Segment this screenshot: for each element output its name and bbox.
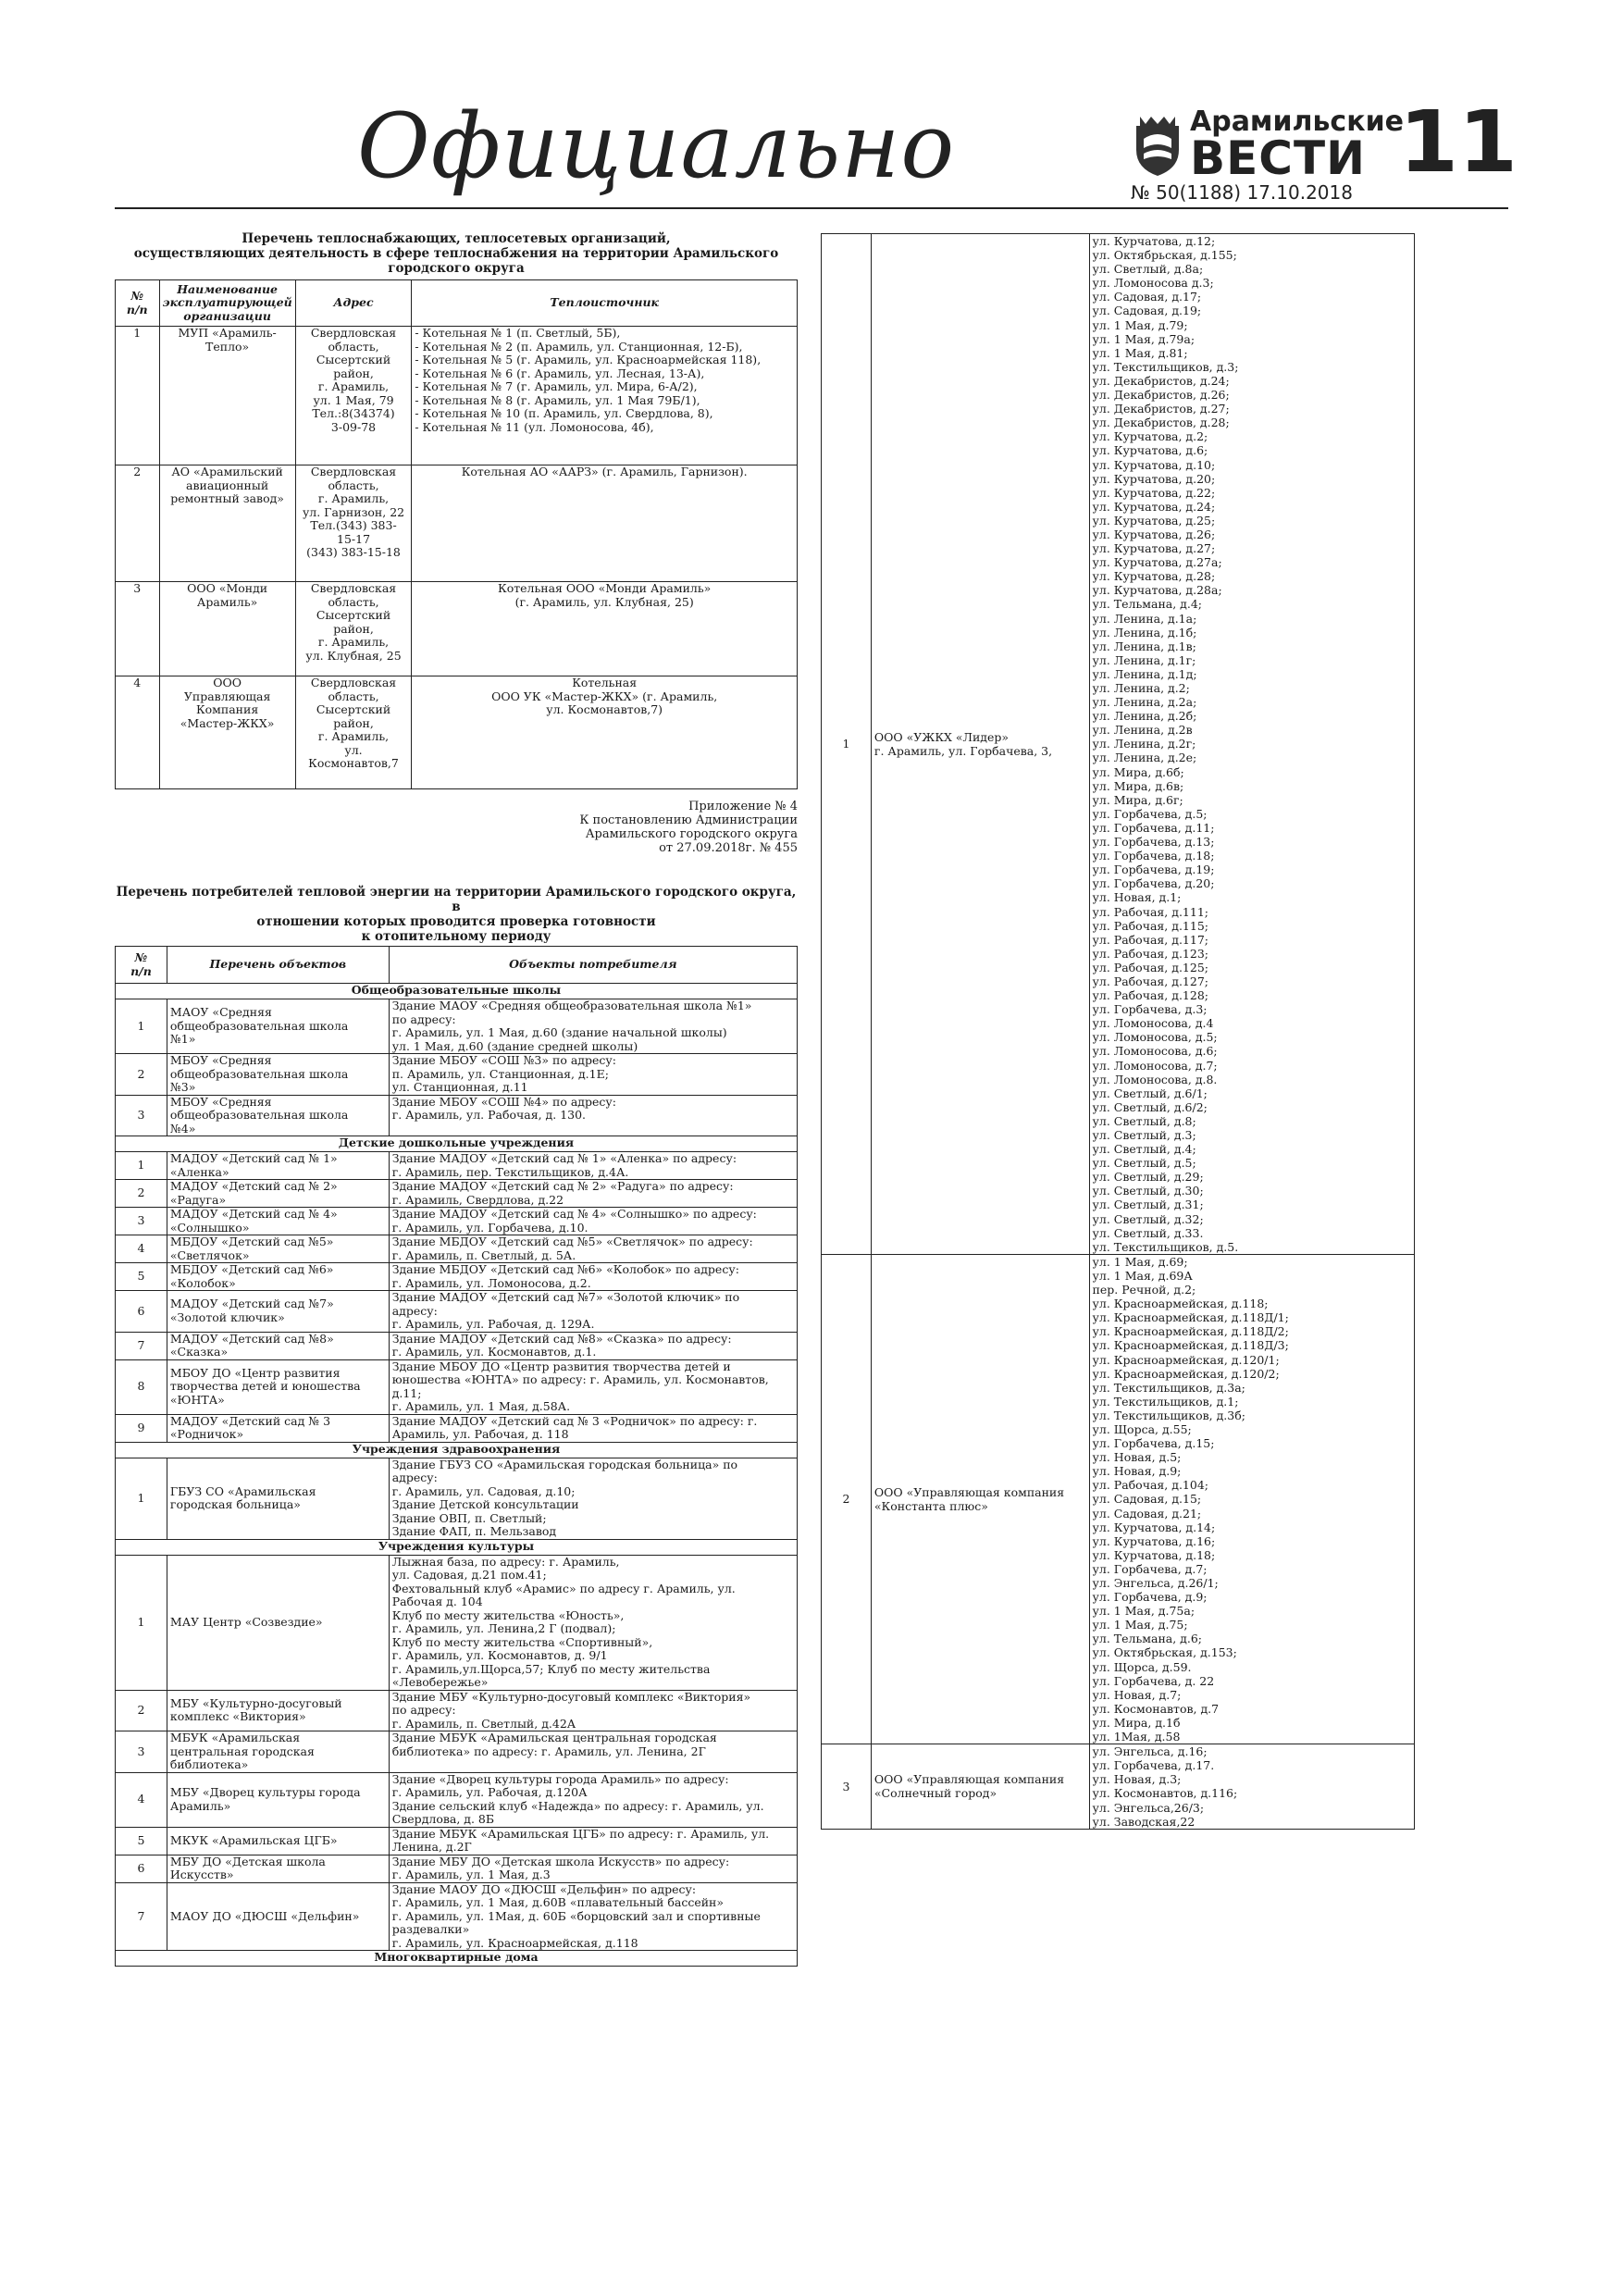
consumer-num: 8	[116, 1359, 167, 1414]
consumer-details: Здание МБДОУ «Детский сад №6» «Колобок» по адресу: г. Арамиль, ул. Ломоносова, д.2.	[389, 1263, 797, 1291]
consumer-object: МКУК «Арамильская ЦГБ»	[167, 1827, 389, 1855]
col-header-objects: Перечень объектов	[167, 947, 389, 984]
section-header-row	[116, 1136, 798, 1152]
consumer-num: 3	[116, 1095, 167, 1136]
housing-row	[822, 234, 1415, 1255]
consumer-object: МАОУ «Средняя общеобразовательная школа №1»	[167, 999, 389, 1054]
consumer-object: МАДОУ «Детский сад № 3 «Родничок»	[167, 1414, 389, 1442]
consumer-object: ГБУЗ СО «Арамильская городская больница»	[167, 1458, 389, 1539]
housing-org: ООО «Управляющая компания «Солнечный город»	[871, 1744, 1089, 1830]
section-header-row	[116, 1442, 798, 1458]
col-header-consumer-objects: Объекты потребителя	[389, 947, 797, 984]
consumer-details: Здание ГБУЗ СО «Арамильская городская больница» по адресу: г. Арамиль, ул. Садовая, д.10; Здание Детской консультации Здание ОВП, п. Светлый; Здание ФАП, п. Мельзавод	[389, 1458, 797, 1539]
consumer-details: Здание МБУ ДО «Детская школа Искусств» по адресу: г. Арамиль, ул. 1 Мая, д.3	[389, 1855, 797, 1882]
supplier-row	[116, 465, 798, 582]
consumer-row	[116, 999, 798, 1054]
consumer-num: 2	[116, 1180, 167, 1208]
consumer-num: 1	[116, 1152, 167, 1180]
supplier-address: Свердловская область, г. Арамиль, ул. Гарнизон, 22 Тел.(343) 383- 15-17 (343) 383-15-18	[295, 465, 412, 582]
consumers-title: Перечень потребителей тепловой энергии на территории Арамильского городского округа, в отношении которых проводится проверка готовности к отопительному периоду	[116, 885, 797, 944]
housing-num: 3	[822, 1744, 872, 1830]
section-header-row	[116, 984, 798, 999]
consumer-object: МБОУ «Средняя общеобразовательная школа №4»	[167, 1095, 389, 1136]
consumer-object: МАДОУ «Детский сад № 1» «Аленка»	[167, 1152, 389, 1180]
consumer-details: Здание МАДОУ «Детский сад №8» «Сказка» по адресу: г. Арамиль, ул. Космонавтов, д.1.	[389, 1332, 797, 1359]
appendix-line: К постановлению Администрации	[579, 813, 798, 827]
consumer-details: Здание МБУК «Арамильская ЦГБ» по адресу: г. Арамиль, ул. Ленина, д.2Г	[389, 1827, 797, 1855]
masthead-main-word: ВЕСТИ	[1190, 131, 1366, 185]
consumer-num: 2	[116, 1690, 167, 1731]
supplier-num: 4	[116, 676, 160, 789]
consumer-row	[116, 1772, 798, 1827]
consumer-num: 7	[116, 1882, 167, 1951]
consumer-row	[116, 1263, 798, 1291]
appendix-line: Приложение № 4	[688, 800, 798, 813]
consumer-row	[116, 1291, 798, 1333]
appendix-note	[518, 800, 798, 855]
supplier-org: АО «Арамильский авиационный ремонтный завод»	[159, 465, 295, 582]
consumer-details: Здание МБУК «Арамильская центральная городская библиотека» по адресу: г. Арамиль, ул. Ленина, 2Г	[389, 1731, 797, 1773]
section-header-row	[116, 1539, 798, 1555]
consumer-details: Здание МАДОУ «Детский сад № 2» «Радуга» по адресу: г. Арамиль, Свердлова, д.22	[389, 1180, 797, 1208]
housing-org: ООО «УЖКХ «Лидер» г. Арамиль, ул. Горбачева, 3,	[871, 234, 1089, 1255]
consumer-details: Здание МБОУ «СОШ №4» по адресу: г. Арамиль, ул. Рабочая, д. 130.	[389, 1095, 797, 1136]
supplier-org: ООО «Монди Арамиль»	[159, 582, 295, 676]
consumer-num: 3	[116, 1208, 167, 1235]
suppliers-title: Перечень теплоснабжающих, теплосетевых организаций, осуществляющих деятельность в сфере теплоснабжения на территории Арамильского городского округа	[133, 231, 779, 276]
consumer-num: 9	[116, 1414, 167, 1442]
page-number: 11	[1399, 93, 1518, 192]
housing-addresses: ул. Энгельса, д.16; ул. Горбачева, д.17. ул. Новая, д.3; ул. Космонавтов, д.116; ул. Энгельса,26/3; ул. Заводская,22	[1089, 1744, 1414, 1830]
supplier-num: 2	[116, 465, 160, 582]
appendix-line: от 27.09.2018г. № 455	[659, 841, 798, 855]
consumer-num: 6	[116, 1291, 167, 1333]
housing-addresses: ул. 1 Мая, д.69; ул. 1 Мая, д.69А пер. Речной, д.2; ул. Красноармейская, д.118; ул. Красноармейская, д.118Д/1; ул. Красноармейская, д.118Д/2; ул. Красноармейская, д.118Д/3; ул. Красноармейская, д.120/1; ул. Красноармейская, д.120/2; ул. Текстильщиков, д.3а; ул. Текстильщиков, д.1; ул. Текстильщиков, д.3б; ул. Щорса, д.55; ул. Горбачева, д.15; ул. Новая, д.5; ул. Новая, д.9; ул. Рабочая, д.104; ул. Садовая, д.15; ул. Садовая, д.21; ул. Курчатова, д.14; ул. Курчатова, д.16; ул. Курчатова, д.18; ул. Горбачева, д.7; ул. Энгельса, д.26/1; ул. Горбачева, д.9; ул. 1 Мая, д.75а; ул. 1 Мая, д.75; ул. Тельмана, д.6; ул. Октябрьская, д.153; ул. Щорса, д.59. ул. Горбачева, д. 22 ул. Новая, д.7; ул. Космонавтов, д.7 ул. Мира, д.1б ул. 1Мая, д.58	[1089, 1254, 1414, 1744]
supplier-num: 1	[116, 327, 160, 465]
consumer-object: МАОУ ДО «ДЮСШ «Дельфин»	[167, 1882, 389, 1951]
housing-table	[821, 233, 1415, 1830]
consumer-object: МАДОУ «Детский сад №7» «Золотой ключик»	[167, 1291, 389, 1333]
supplier-source: - Котельная № 1 (п. Светлый, 5Б), - Котельная № 2 (п. Арамиль, ул. Станционная, 12-Б), - Котельная № 5 (г. Арамиль, ул. Красноармейская 118), - Котельная № 6 (г. Арамиль, ул. Лесная, 13-А), - Котельная № 7 (г. Арамиль, ул. Мира, 6-А/2), - Котельная № 8 (г. Арамиль, ул. 1 Мая 79Б/1), - Котельная № 10 (п. Арамиль, ул. Свердлова, 8), - Котельная № 11 (ул. Ломоносова, 4б),	[412, 327, 798, 465]
housing-num: 2	[822, 1254, 872, 1744]
consumer-details: Здание МБУ «Культурно-досуговый комплекс «Виктория» по адресу: г. Арамиль, п. Светлый, д.42А	[389, 1690, 797, 1731]
consumer-row	[116, 1235, 798, 1263]
consumer-object: МАДОУ «Детский сад №8» «Сказка»	[167, 1332, 389, 1359]
consumer-details: Лыжная база, по адресу: г. Арамиль, ул. Садовая, д.21 пом.41; Фехтовальный клуб «Арамис» по адресу г. Арамиль, ул. Рабочая д. 104 Клуб по месту жительства «Юность», г. Арамиль, ул. Ленина,2 Г (подвал); Клуб по месту жительства «Спортивный», г. Арамиль, ул. Космонавтов, д. 9/1 г. Арамиль,ул.Щорса,57; Клуб по месту жительства «Левобережье»	[389, 1555, 797, 1690]
col-header-source: Теплоисточник	[412, 280, 798, 327]
consumer-row	[116, 1054, 798, 1096]
supplier-source: Котельная ООО УК «Мастер-ЖКХ» (г. Арамиль, ул. Космонавтов,7)	[412, 676, 798, 789]
section-title: Общеобразовательные школы	[116, 984, 798, 999]
section-title: Детские дошкольные учреждения	[116, 1136, 798, 1152]
consumer-num: 3	[116, 1731, 167, 1773]
masthead-top-word: Арамильские	[1190, 105, 1404, 138]
consumer-object: МАУ Центр «Созвездие»	[167, 1555, 389, 1690]
col-header-num: № п/п	[116, 947, 167, 984]
consumer-object: МБУ «Дворец культуры города Арамиль»	[167, 1772, 389, 1827]
suppliers-table	[115, 279, 798, 789]
consumer-details: Здание МБОУ ДО «Центр развития творчества детей и юношества «ЮНТА» по адресу: г. Арамиль, ул. Космонавтов, д.11; г. Арамиль, ул. 1 Мая, д.58А.	[389, 1359, 797, 1414]
consumer-num: 4	[116, 1235, 167, 1263]
consumer-object: МБОУ «Средняя общеобразовательная школа №3»	[167, 1054, 389, 1096]
consumer-row	[116, 1180, 798, 1208]
housing-row	[822, 1254, 1415, 1744]
consumer-row	[116, 1690, 798, 1731]
supplier-address: Свердловская область, Сысертский район, г. Арамиль, ул. Клубная, 25	[295, 582, 412, 676]
section-title: Учреждения культуры	[116, 1539, 798, 1555]
consumer-row	[116, 1827, 798, 1855]
consumer-num: 7	[116, 1332, 167, 1359]
consumer-details: Здание МАДОУ «Детский сад № 4» «Солнышко» по адресу: г. Арамиль, ул. Горбачева, д.10.	[389, 1208, 797, 1235]
supplier-row	[116, 327, 798, 465]
consumer-object: МАДОУ «Детский сад № 4» «Солнышко»	[167, 1208, 389, 1235]
consumer-object: МБОУ ДО «Центр развития творчества детей и юношества «ЮНТА»	[167, 1359, 389, 1414]
consumer-details: Здание МАДОУ «Детский сад № 3 «Родничок» по адресу: г. Арамиль, ул. Рабочая, д. 118	[389, 1414, 797, 1442]
consumer-object: МАДОУ «Детский сад № 2» «Радуга»	[167, 1180, 389, 1208]
supplier-row	[116, 582, 798, 676]
consumer-num: 1	[116, 1555, 167, 1690]
housing-addresses: ул. Курчатова, д.12; ул. Октябрьская, д.155; ул. Светлый, д.8а; ул. Ломоносова д.3; ул. Садовая, д.17; ул. Садовая, д.19; ул. 1 Мая, д.79; ул. 1 Мая, д.79а; ул. 1 Мая, д.81; ул. Текстильщиков, д.3; ул. Декабристов, д.24; ул. Декабристов, д.26; ул. Декабристов, д.27; ул. Декабристов, д.28; ул. Курчатова, д.2; ул. Курчатова, д.6; ул. Курчатова, д.10; ул. Курчатова, д.20; ул. Курчатова, д.22; ул. Курчатова, д.24; ул. Курчатова, д.25; ул. Курчатова, д.26; ул. Курчатова, д.27; ул. Курчатова, д.27а; ул. Курчатова, д.28; ул. Курчатова, д.28а; ул. Тельмана, д.4; ул. Ленина, д.1а; ул. Ленина, д.1б; ул. Ленина, д.1в; ул. Ленина, д.1г; ул. Ленина, д.1д; ул. Ленина, д.2; ул. Ленина, д.2а; ул. Ленина, д.2б; ул. Ленина, д.2в ул. Ленина, д.2г; ул. Ленина, д.2е; ул. Мира, д.6б; ул. Мира, д.6в; ул. Мира, д.6г; ул. Горбачева, д.5; ул. Горбачева, д.11; ул. Горбачева, д.13; ул. Горбачева, д.18; ул. Горбачева, д.19; ул. Горбачева, д.20; ул. Новая, д.1; ул. Рабочая, д.111; ул. Рабочая, д.115; ул. Рабочая, д.117; ул. Рабочая, д.123; ул. Рабочая, д.125; ул. Рабочая, д.127; ул. Рабочая, д.128; ул. Горбачева, д.3; ул. Ломоносова, д.4 ул. Ломоносова, д.5; ул. Ломоносова, д.6; ул. Ломоносова, д.7; ул. Ломоносова, д.8. ул. Светлый, д.6/1; ул. Светлый, д.6/2; ул. Светлый, д.8; ул. Светлый, д.3; ул. Светлый, д.4; ул. Светлый, д.5; ул. Светлый, д.29; ул. Светлый, д.30; ул. Светлый, д.31; ул. Светлый, д.32; ул. Светлый, д.33. ул. Текстильщиков, д.5.	[1089, 234, 1414, 1255]
section-title: Учреждения здравоохранения	[116, 1442, 798, 1458]
consumer-object: МБДОУ «Детский сад №6» «Колобок»	[167, 1263, 389, 1291]
supplier-address: Свердловская область, Сысертский район, г. Арамиль, ул. Космонавтов,7	[295, 676, 412, 789]
consumer-row	[116, 1458, 798, 1539]
page-section-title: Официально	[357, 94, 956, 198]
coat-of-arms-icon	[1131, 113, 1184, 178]
supplier-num: 3	[116, 582, 160, 676]
consumers-table	[115, 946, 798, 1967]
consumer-row	[116, 1152, 798, 1180]
consumer-details: Здание МБОУ «СОШ №3» по адресу: п. Арамиль, ул. Станционная, д.1Е; ул. Станционная, д.11	[389, 1054, 797, 1096]
consumer-details: Здание МАОУ «Средняя общеобразовательная школа №1» по адресу: г. Арамиль, ул. 1 Мая, д.60 (здание начальной школы) ул. 1 Мая, д.60 (здание средней школы)	[389, 999, 797, 1054]
consumer-num: 2	[116, 1054, 167, 1096]
supplier-source: Котельная АО «ААРЗ» (г. Арамиль, Гарнизон).	[412, 465, 798, 582]
consumer-details: Здание МАДОУ «Детский сад №7» «Золотой ключик» по адресу: г. Арамиль, ул. Рабочая, д. 129А.	[389, 1291, 797, 1333]
consumer-row	[116, 1208, 798, 1235]
col-header-num: № п/п	[116, 280, 160, 327]
housing-org: ООО «Управляющая компания «Константа плюс»	[871, 1254, 1089, 1744]
consumer-details: Здание МБДОУ «Детский сад №5» «Светлячок» по адресу: г. Арамиль, п. Светлый, д. 5А.	[389, 1235, 797, 1263]
consumer-num: 4	[116, 1772, 167, 1827]
consumer-num: 1	[116, 1458, 167, 1539]
consumer-object: МБУК «Арамильская центральная городская библиотека»	[167, 1731, 389, 1773]
newspaper-masthead	[1131, 104, 1404, 185]
supplier-org: МУП «Арамиль- Тепло»	[159, 327, 295, 465]
consumer-row	[116, 1359, 798, 1414]
issue-number-date: № 50(1188) 17.10.2018	[1131, 181, 1353, 204]
consumer-row	[116, 1731, 798, 1773]
col-header-address: Адрес	[295, 280, 412, 327]
housing-num: 1	[822, 234, 872, 1255]
section-header-row	[116, 1951, 798, 1967]
consumer-object: МБУ ДО «Детская школа Искусств»	[167, 1855, 389, 1882]
consumer-object: МБДОУ «Детский сад №5» «Светлячок»	[167, 1235, 389, 1263]
col-header-org: Наименование эксплуатирующей организации	[159, 280, 295, 327]
consumer-details: Здание МАОУ ДО «ДЮСШ «Дельфин» по адресу: г. Арамиль, ул. 1 Мая, д.60В «плавательный бассейн» г. Арамиль, ул. 1Мая, д. 60Б «борцовский зал и спортивные раздевалки» г. Арамиль, ул. Красноармейская, д.118	[389, 1882, 797, 1951]
supplier-org: ООО Управляющая Компания «Мастер-ЖКХ»	[159, 676, 295, 789]
header-divider	[115, 207, 1508, 209]
appendix-line: Арамильского городского округа	[585, 827, 798, 841]
supplier-row	[116, 676, 798, 789]
consumer-row	[116, 1555, 798, 1690]
consumer-row	[116, 1855, 798, 1882]
housing-row	[822, 1744, 1415, 1830]
section-title: Многоквартирные дома	[116, 1951, 798, 1967]
consumer-num: 6	[116, 1855, 167, 1882]
consumer-details: Здание МАДОУ «Детский сад № 1» «Аленка» по адресу: г. Арамиль, пер. Текстильщиков, д.4А.	[389, 1152, 797, 1180]
consumer-details: Здание «Дворец культуры города Арамиль» по адресу: г. Арамиль, ул. Рабочая, д.120А Здание сельский клуб «Надежда» по адресу: г. Арамиль, ул. Свердлова, д. 8Б	[389, 1772, 797, 1827]
supplier-source: Котельная ООО «Монди Арамиль» (г. Арамиль, ул. Клубная, 25)	[412, 582, 798, 676]
consumer-row	[116, 1332, 798, 1359]
consumer-row	[116, 1414, 798, 1442]
consumer-num: 5	[116, 1263, 167, 1291]
consumer-num: 5	[116, 1827, 167, 1855]
consumer-row	[116, 1882, 798, 1951]
consumer-object: МБУ «Культурно-досуговый комплекс «Виктория»	[167, 1690, 389, 1731]
consumer-num: 1	[116, 999, 167, 1054]
supplier-address: Свердловская область, Сысертский район, г. Арамиль, ул. 1 Мая, 79 Тел.:8(34374) 3-09-78	[295, 327, 412, 465]
consumer-row	[116, 1095, 798, 1136]
